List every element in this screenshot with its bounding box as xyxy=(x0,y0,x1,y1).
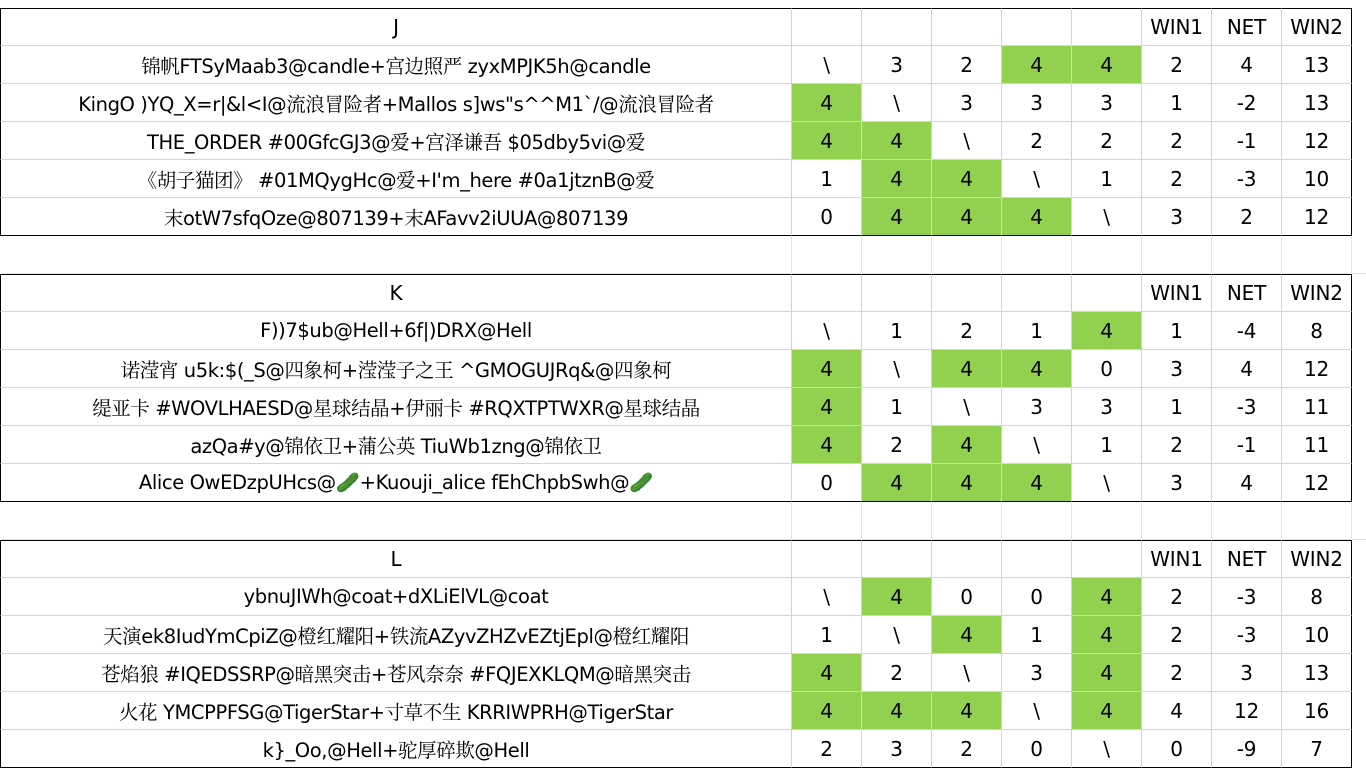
match-score-cell[interactable]: \ xyxy=(932,122,1002,160)
empty-cell[interactable] xyxy=(1072,236,1142,274)
blank-header-cell[interactable] xyxy=(792,540,862,578)
match-score-cell[interactable]: 1 xyxy=(1072,160,1142,198)
match-score-cell[interactable]: 0 xyxy=(932,578,1002,616)
empty-cell[interactable] xyxy=(792,236,862,274)
match-score-cell-win[interactable]: 4 xyxy=(792,122,862,160)
match-score-cell[interactable]: 1 xyxy=(792,616,862,654)
match-score-cell[interactable]: \ xyxy=(1002,692,1072,730)
win2-header[interactable]: WIN2 xyxy=(1282,540,1352,578)
match-score-cell[interactable]: 0 xyxy=(792,198,862,236)
match-score-cell-win[interactable]: 4 xyxy=(792,84,862,122)
match-score-cell-win[interactable]: 4 xyxy=(1072,46,1142,84)
group-label-cell[interactable]: K xyxy=(0,274,792,312)
match-score-cell-win[interactable]: 4 xyxy=(932,616,1002,654)
net-value-cell[interactable]: -2 xyxy=(1212,84,1282,122)
match-score-cell[interactable]: \ xyxy=(862,84,932,122)
net-value-cell[interactable]: -1 xyxy=(1212,122,1282,160)
match-score-cell[interactable]: 2 xyxy=(932,312,1002,350)
net-value-cell[interactable]: 3 xyxy=(1212,654,1282,692)
win1-value-cell[interactable]: 1 xyxy=(1142,84,1212,122)
team-name-cell[interactable]: Alice OwEDzpUHcs@🥒+Kuouji_alice fEhChpbSwh@🥒 xyxy=(0,464,792,502)
match-score-cell[interactable]: 2 xyxy=(862,654,932,692)
match-score-cell-win[interactable]: 4 xyxy=(932,426,1002,464)
blank-header-cell[interactable] xyxy=(862,8,932,46)
net-header[interactable]: NET xyxy=(1212,8,1282,46)
empty-cell[interactable] xyxy=(0,236,792,274)
empty-cell[interactable] xyxy=(1142,236,1212,274)
match-score-cell[interactable]: 1 xyxy=(1002,616,1072,654)
match-score-cell-win[interactable]: 4 xyxy=(1072,654,1142,692)
match-score-cell[interactable]: 1 xyxy=(1072,426,1142,464)
win2-value-cell[interactable]: 11 xyxy=(1282,388,1352,426)
match-score-cell[interactable]: \ xyxy=(862,350,932,388)
empty-cell[interactable] xyxy=(1002,502,1072,540)
match-score-cell-win[interactable]: 4 xyxy=(1072,616,1142,654)
match-score-cell[interactable]: \ xyxy=(1002,426,1072,464)
net-header[interactable]: NET xyxy=(1212,540,1282,578)
match-score-cell[interactable]: 0 xyxy=(1002,730,1072,768)
empty-cell[interactable] xyxy=(1282,236,1352,274)
match-score-cell[interactable]: 2 xyxy=(1072,122,1142,160)
empty-cell[interactable] xyxy=(1212,502,1282,540)
match-score-cell-win[interactable]: 4 xyxy=(792,388,862,426)
match-score-cell-win[interactable]: 4 xyxy=(792,350,862,388)
blank-header-cell[interactable] xyxy=(1002,540,1072,578)
win1-value-cell[interactable]: 4 xyxy=(1142,692,1212,730)
match-score-cell-win[interactable]: 4 xyxy=(1002,46,1072,84)
win1-header[interactable]: WIN1 xyxy=(1142,274,1212,312)
match-score-cell[interactable]: \ xyxy=(1002,160,1072,198)
match-score-cell-win[interactable]: 4 xyxy=(1002,350,1072,388)
win1-value-cell[interactable]: 3 xyxy=(1142,350,1212,388)
win1-value-cell[interactable]: 2 xyxy=(1142,426,1212,464)
match-score-cell[interactable]: 2 xyxy=(932,730,1002,768)
empty-cell[interactable] xyxy=(1142,502,1212,540)
match-score-cell[interactable]: 0 xyxy=(792,464,862,502)
win1-value-cell[interactable]: 2 xyxy=(1142,578,1212,616)
blank-header-cell[interactable] xyxy=(792,274,862,312)
match-score-cell[interactable]: 3 xyxy=(1002,654,1072,692)
net-value-cell[interactable]: -3 xyxy=(1212,578,1282,616)
win2-value-cell[interactable]: 10 xyxy=(1282,616,1352,654)
blank-header-cell[interactable] xyxy=(1072,8,1142,46)
net-value-cell[interactable]: -9 xyxy=(1212,730,1282,768)
match-score-cell[interactable]: 3 xyxy=(1002,84,1072,122)
blank-header-cell[interactable] xyxy=(862,274,932,312)
blank-header-cell[interactable] xyxy=(1072,540,1142,578)
match-score-cell-win[interactable]: 4 xyxy=(1002,198,1072,236)
empty-cell[interactable] xyxy=(1282,502,1352,540)
net-value-cell[interactable]: 4 xyxy=(1212,350,1282,388)
match-score-cell[interactable]: 3 xyxy=(1072,84,1142,122)
win1-value-cell[interactable]: 2 xyxy=(1142,616,1212,654)
match-score-cell[interactable]: 0 xyxy=(1002,578,1072,616)
match-score-cell-win[interactable]: 4 xyxy=(1072,312,1142,350)
match-score-cell[interactable]: 3 xyxy=(1002,388,1072,426)
team-name-cell[interactable]: 末otW7sfqOze@807139+末AFavv2iUUA@807139 xyxy=(0,198,792,236)
match-score-cell-win[interactable]: 4 xyxy=(862,692,932,730)
match-score-cell[interactable]: 3 xyxy=(862,730,932,768)
blank-header-cell[interactable] xyxy=(932,540,1002,578)
net-value-cell[interactable]: 12 xyxy=(1212,692,1282,730)
blank-header-cell[interactable] xyxy=(862,540,932,578)
net-value-cell[interactable]: 4 xyxy=(1212,46,1282,84)
match-score-cell[interactable]: 3 xyxy=(932,84,1002,122)
win1-value-cell[interactable]: 3 xyxy=(1142,464,1212,502)
win2-value-cell[interactable]: 13 xyxy=(1282,654,1352,692)
empty-cell[interactable] xyxy=(932,236,1002,274)
match-score-cell-win[interactable]: 4 xyxy=(862,122,932,160)
team-name-cell[interactable]: 锦帆FTSyMaab3@candle+宫边照严 zyxMPJK5h@candle xyxy=(0,46,792,84)
match-score-cell[interactable]: \ xyxy=(792,312,862,350)
win2-value-cell[interactable]: 12 xyxy=(1282,350,1352,388)
match-score-cell[interactable]: 2 xyxy=(1002,122,1072,160)
match-score-cell-win[interactable]: 4 xyxy=(1072,578,1142,616)
net-value-cell[interactable]: -3 xyxy=(1212,616,1282,654)
win1-value-cell[interactable]: 0 xyxy=(1142,730,1212,768)
match-score-cell[interactable]: 1 xyxy=(862,312,932,350)
team-name-cell[interactable]: ybnuJIWh@coat+dXLiElVL@coat xyxy=(0,578,792,616)
match-score-cell[interactable]: \ xyxy=(792,46,862,84)
win2-value-cell[interactable]: 8 xyxy=(1282,578,1352,616)
group-label-cell[interactable]: J xyxy=(0,8,792,46)
team-name-cell[interactable]: KingO )YQ_X=r|&l<I@流浪冒险者+Mallos s]ws"s^^M1`/@流浪冒险者 xyxy=(0,84,792,122)
blank-header-cell[interactable] xyxy=(932,274,1002,312)
blank-header-cell[interactable] xyxy=(1072,274,1142,312)
match-score-cell-win[interactable]: 4 xyxy=(862,160,932,198)
net-value-cell[interactable]: -3 xyxy=(1212,388,1282,426)
win2-value-cell[interactable]: 12 xyxy=(1282,464,1352,502)
blank-header-cell[interactable] xyxy=(792,8,862,46)
match-score-cell[interactable]: 0 xyxy=(1072,350,1142,388)
net-value-cell[interactable]: -3 xyxy=(1212,160,1282,198)
match-score-cell-win[interactable]: 4 xyxy=(1002,464,1072,502)
net-value-cell[interactable]: 4 xyxy=(1212,464,1282,502)
match-score-cell[interactable]: 2 xyxy=(792,730,862,768)
team-name-cell[interactable]: 《胡子猫团》 #01MQygHc@爱+I'm_here #0a1jtznB@爱 xyxy=(0,160,792,198)
match-score-cell[interactable]: 2 xyxy=(932,46,1002,84)
team-name-cell[interactable]: 天演ek8IudYmCpiZ@橙红耀阳+铁流AZyvZHZvEZtjEpl@橙红耀阳 xyxy=(0,616,792,654)
win2-value-cell[interactable]: 12 xyxy=(1282,198,1352,236)
team-name-cell[interactable]: 缇亚卡 #WOVLHAESD@星球结晶+伊丽卡 #RQXTPTWXR@星球结晶 xyxy=(0,388,792,426)
match-score-cell[interactable]: \ xyxy=(932,388,1002,426)
win2-value-cell[interactable]: 16 xyxy=(1282,692,1352,730)
match-score-cell[interactable]: 1 xyxy=(1002,312,1072,350)
empty-cell[interactable] xyxy=(792,502,862,540)
team-name-cell[interactable]: azQa#y@锦依卫+蒲公英 TiuWb1zng@锦依卫 xyxy=(0,426,792,464)
net-value-cell[interactable]: -1 xyxy=(1212,426,1282,464)
win2-value-cell[interactable]: 13 xyxy=(1282,46,1352,84)
win2-value-cell[interactable]: 12 xyxy=(1282,122,1352,160)
team-name-cell[interactable]: F))7$ub@Hell+6f|)DRX@Hell xyxy=(0,312,792,350)
win2-value-cell[interactable]: 7 xyxy=(1282,730,1352,768)
empty-cell[interactable] xyxy=(932,502,1002,540)
win2-value-cell[interactable]: 8 xyxy=(1282,312,1352,350)
win1-value-cell[interactable]: 2 xyxy=(1142,160,1212,198)
win1-value-cell[interactable]: 2 xyxy=(1142,122,1212,160)
empty-cell[interactable] xyxy=(862,502,932,540)
team-name-cell[interactable]: THE_ORDER #00GfcGJ3@爱+宫泽谦吾 $05dby5vi@爱 xyxy=(0,122,792,160)
net-value-cell[interactable]: -4 xyxy=(1212,312,1282,350)
win2-header[interactable]: WIN2 xyxy=(1282,274,1352,312)
blank-header-cell[interactable] xyxy=(1002,8,1072,46)
match-score-cell-win[interactable]: 4 xyxy=(862,198,932,236)
match-score-cell[interactable]: \ xyxy=(1072,198,1142,236)
match-score-cell[interactable]: \ xyxy=(1072,464,1142,502)
match-score-cell-win[interactable]: 4 xyxy=(792,426,862,464)
match-score-cell[interactable]: 3 xyxy=(862,46,932,84)
match-score-cell[interactable]: 3 xyxy=(1072,388,1142,426)
win2-header[interactable]: WIN2 xyxy=(1282,8,1352,46)
team-name-cell[interactable]: k}_Oo,@Hell+驼厚碎欺@Hell xyxy=(0,730,792,768)
win1-value-cell[interactable]: 2 xyxy=(1142,654,1212,692)
match-score-cell-win[interactable]: 4 xyxy=(932,464,1002,502)
team-name-cell[interactable]: 诺滢宵 u5k:$(_S@四象柯+滢滢子之王 ^GMOGUJRq&@四象柯 xyxy=(0,350,792,388)
blank-header-cell[interactable] xyxy=(1002,274,1072,312)
win1-value-cell[interactable]: 1 xyxy=(1142,312,1212,350)
empty-cell[interactable] xyxy=(1002,236,1072,274)
match-score-cell-win[interactable]: 4 xyxy=(932,692,1002,730)
empty-cell[interactable] xyxy=(1072,502,1142,540)
win1-header[interactable]: WIN1 xyxy=(1142,8,1212,46)
match-score-cell[interactable]: 1 xyxy=(862,388,932,426)
match-score-cell-win[interactable]: 4 xyxy=(932,350,1002,388)
match-score-cell[interactable]: \ xyxy=(1072,730,1142,768)
win1-value-cell[interactable]: 1 xyxy=(1142,388,1212,426)
match-score-cell[interactable]: \ xyxy=(792,578,862,616)
empty-cell[interactable] xyxy=(1212,236,1282,274)
team-name-cell[interactable]: 苍焰狼 #IQEDSSRP@暗黑突击+苍风奈奈 #FQJEXKLQM@暗黑突击 xyxy=(0,654,792,692)
match-score-cell[interactable]: 1 xyxy=(792,160,862,198)
match-score-cell-win[interactable]: 4 xyxy=(792,654,862,692)
win1-value-cell[interactable]: 2 xyxy=(1142,46,1212,84)
match-score-cell-win[interactable]: 4 xyxy=(932,160,1002,198)
match-score-cell-win[interactable]: 4 xyxy=(1072,692,1142,730)
net-value-cell[interactable]: 2 xyxy=(1212,198,1282,236)
match-score-cell[interactable]: \ xyxy=(932,654,1002,692)
win1-header[interactable]: WIN1 xyxy=(1142,540,1212,578)
win2-value-cell[interactable]: 10 xyxy=(1282,160,1352,198)
blank-header-cell[interactable] xyxy=(932,8,1002,46)
empty-cell[interactable] xyxy=(862,236,932,274)
match-score-cell-win[interactable]: 4 xyxy=(932,198,1002,236)
match-score-cell-win[interactable]: 4 xyxy=(862,578,932,616)
match-score-cell[interactable]: \ xyxy=(862,616,932,654)
empty-cell[interactable] xyxy=(0,502,792,540)
win1-value-cell[interactable]: 3 xyxy=(1142,198,1212,236)
match-score-cell-win[interactable]: 4 xyxy=(862,464,932,502)
win2-value-cell[interactable]: 13 xyxy=(1282,84,1352,122)
match-score-cell[interactable]: 2 xyxy=(862,426,932,464)
win2-value-cell[interactable]: 11 xyxy=(1282,426,1352,464)
group-label-cell[interactable]: L xyxy=(0,540,792,578)
team-name-cell[interactable]: 火花 YMCPPFSG@TigerStar+寸草不生 KRRIWPRH@TigerStar xyxy=(0,692,792,730)
net-header[interactable]: NET xyxy=(1212,274,1282,312)
match-score-cell-win[interactable]: 4 xyxy=(792,692,862,730)
